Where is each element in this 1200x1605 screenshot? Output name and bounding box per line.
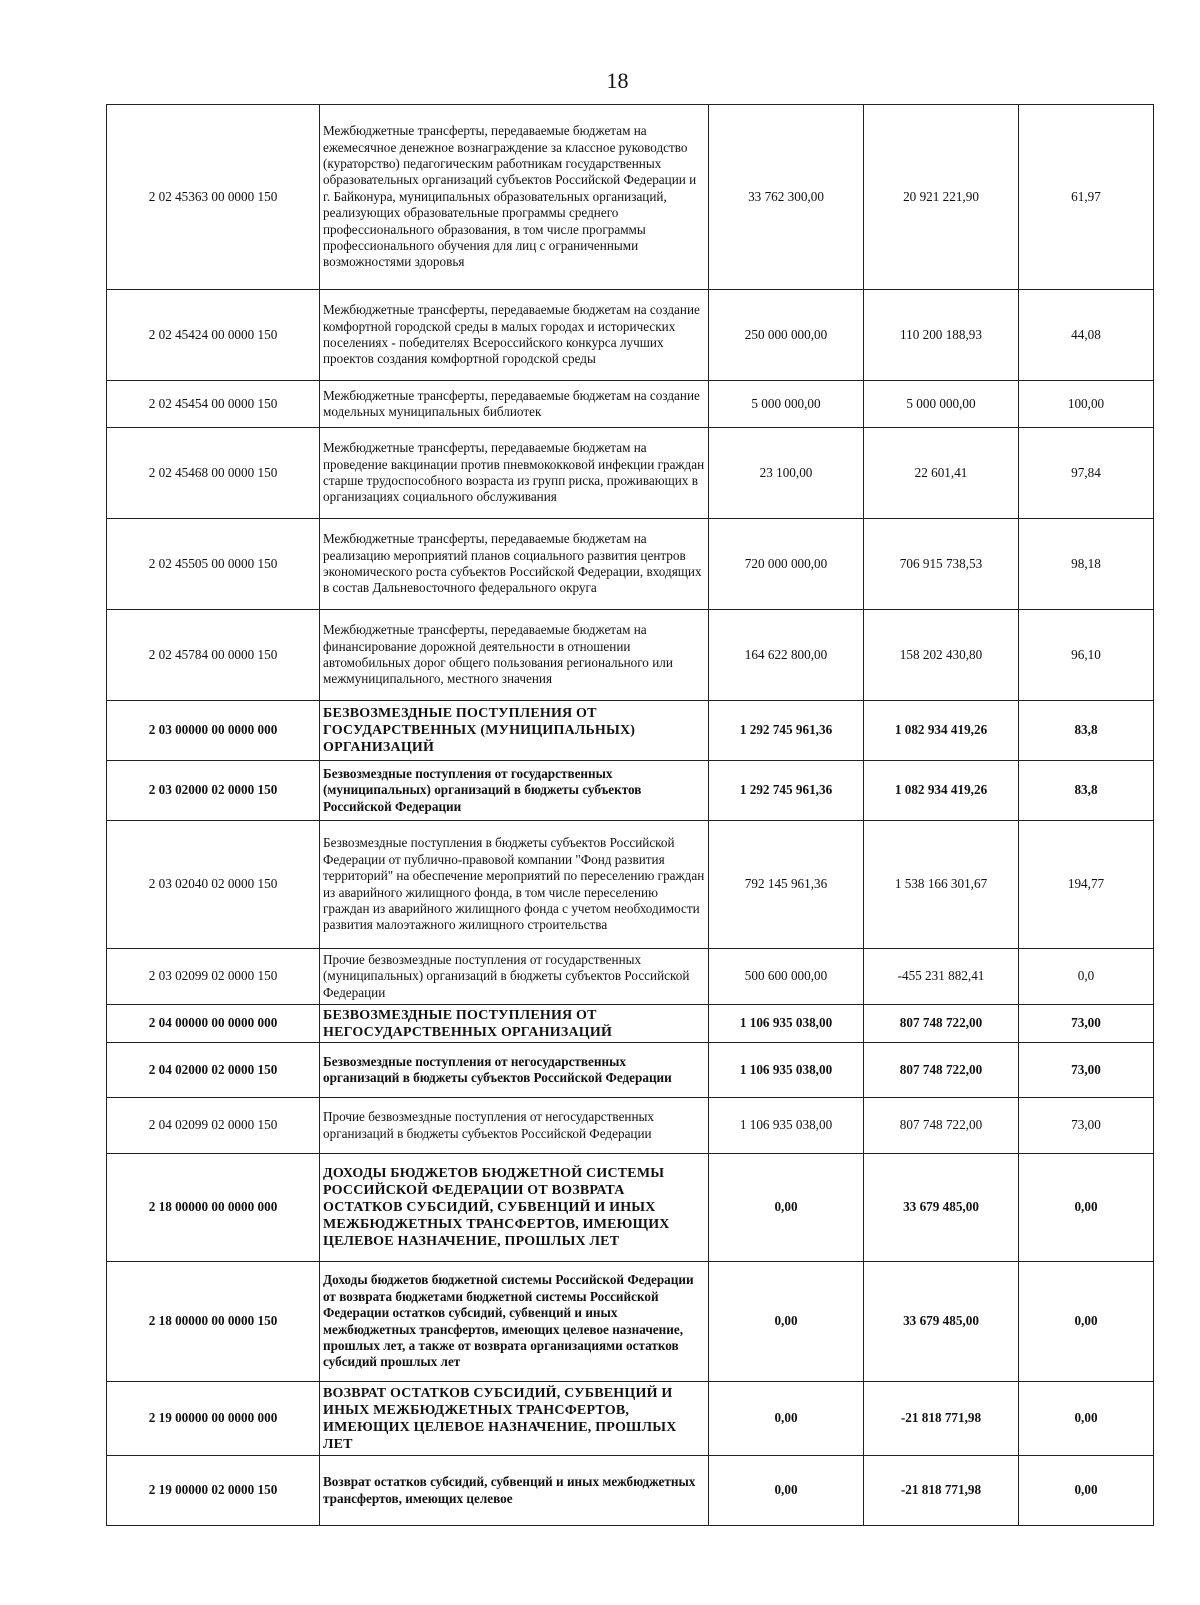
actual-amount: 110 200 188,93 — [864, 290, 1019, 381]
actual-amount: 807 748 722,00 — [864, 1005, 1019, 1043]
planned-amount: 5 000 000,00 — [709, 381, 864, 428]
budget-code: 2 02 45784 00 0000 150 — [107, 610, 320, 701]
table-row — [107, 1382, 1154, 1456]
actual-amount: 807 748 722,00 — [864, 1043, 1019, 1098]
budget-code: 2 19 00000 02 0000 150 — [107, 1456, 320, 1526]
execution-percent: 0,00 — [1019, 1382, 1154, 1456]
execution-percent: 0,00 — [1019, 1456, 1154, 1526]
planned-amount: 500 600 000,00 — [709, 949, 864, 1005]
execution-percent: 96,10 — [1019, 610, 1154, 701]
actual-amount: 158 202 430,80 — [864, 610, 1019, 701]
revenue-name: Межбюджетные трансферты, передаваемые бюджетам на реализацию мероприятий планов социального развития центров экономического роста субъектов Российской Федерации, входящих в состав Дальневосточного федерального округа — [320, 519, 709, 610]
actual-amount: 706 915 738,53 — [864, 519, 1019, 610]
actual-amount: -21 818 771,98 — [864, 1382, 1019, 1456]
budget-code: 2 18 00000 00 0000 150 — [107, 1262, 320, 1382]
budget-code: 2 03 00000 00 0000 000 — [107, 701, 320, 761]
budget-code: 2 02 45505 00 0000 150 — [107, 519, 320, 610]
planned-amount: 720 000 000,00 — [709, 519, 864, 610]
execution-percent: 73,00 — [1019, 1005, 1154, 1043]
planned-amount: 164 622 800,00 — [709, 610, 864, 701]
execution-percent: 61,97 — [1019, 105, 1154, 290]
table-row — [107, 701, 1154, 761]
table-row — [107, 761, 1154, 821]
budget-code: 2 04 02099 02 0000 150 — [107, 1098, 320, 1154]
revenue-name: Доходы бюджетов бюджетной системы Российской Федерации от возврата бюджетами бюджетной системы Российской Федерации остатков субсидий, субвенций и иных межбюджетных трансфертов, имеющих целевое назначение, прошлых лет, а также от возврата организациями остатков субсидий прошлых лет — [320, 1262, 709, 1382]
budget-code: 2 02 45454 00 0000 150 — [107, 381, 320, 428]
budget-code: 2 18 00000 00 0000 000 — [107, 1154, 320, 1262]
table-row — [107, 428, 1154, 519]
budget-code: 2 03 02000 02 0000 150 — [107, 761, 320, 821]
planned-amount: 0,00 — [709, 1154, 864, 1262]
execution-percent: 73,00 — [1019, 1098, 1154, 1154]
revenue-name: Прочие безвозмездные поступления от негосударственных организаций в бюджеты субъектов Российской Федерации — [320, 1098, 709, 1154]
execution-percent: 44,08 — [1019, 290, 1154, 381]
execution-percent: 73,00 — [1019, 1043, 1154, 1098]
revenue-name: Прочие безвозмездные поступления от государственных (муниципальных) организаций в бюджеты субъектов Российской Федерации — [320, 949, 709, 1005]
revenue-name: Межбюджетные трансферты, передаваемые бюджетам на создание комфортной городской среды в малых городах и исторических поселениях - победителях Всероссийского конкурса лучших проектов создания комфортной городской среды — [320, 290, 709, 381]
actual-amount: 5 000 000,00 — [864, 381, 1019, 428]
planned-amount: 0,00 — [709, 1262, 864, 1382]
actual-amount: 1 082 934 419,26 — [864, 761, 1019, 821]
execution-percent: 97,84 — [1019, 428, 1154, 519]
table-row — [107, 1154, 1154, 1262]
actual-amount: -455 231 882,41 — [864, 949, 1019, 1005]
budget-code: 2 19 00000 00 0000 000 — [107, 1382, 320, 1456]
revenue-name: БЕЗВОЗМЕЗДНЫЕ ПОСТУПЛЕНИЯ ОТ ГОСУДАРСТВЕННЫХ (МУНИЦИПАЛЬНЫХ) ОРГАНИЗАЦИЙ — [320, 701, 709, 761]
planned-amount: 1 106 935 038,00 — [709, 1098, 864, 1154]
execution-percent: 98,18 — [1019, 519, 1154, 610]
revenue-name: Возврат остатков субсидий, субвенций и иных межбюджетных трансфертов, имеющих целевое — [320, 1456, 709, 1526]
budget-code: 2 02 45363 00 0000 150 — [107, 105, 320, 290]
execution-percent: 0,00 — [1019, 1154, 1154, 1262]
planned-amount: 1 106 935 038,00 — [709, 1043, 864, 1098]
revenue-name: Безвозмездные поступления в бюджеты субъектов Российской Федерации от публично-правовой компании "Фонд развития территорий" на обеспечение мероприятий по переселению граждан из аварийного жилищного фонда, в том числе переселению граждан из аварийного жилищного фонда с учетом необходимости развития малоэтажного жилищного строительства — [320, 821, 709, 949]
revenue-name: ВОЗВРАТ ОСТАТКОВ СУБСИДИЙ, СУБВЕНЦИЙ И ИНЫХ МЕЖБЮДЖЕТНЫХ ТРАНСФЕРТОВ, ИМЕЮЩИХ ЦЕЛЕВОЕ НАЗНАЧЕНИЕ, ПРОШЛЫХ ЛЕТ — [320, 1382, 709, 1456]
revenue-name: Безвозмездные поступления от государственных (муниципальных) организаций в бюджеты субъектов Российской Федерации — [320, 761, 709, 821]
planned-amount: 792 145 961,36 — [709, 821, 864, 949]
execution-percent: 100,00 — [1019, 381, 1154, 428]
table-row — [107, 821, 1154, 949]
planned-amount: 1 292 745 961,36 — [709, 701, 864, 761]
revenue-name: Безвозмездные поступления от негосударственных организаций в бюджеты субъектов Российской Федерации — [320, 1043, 709, 1098]
planned-amount: 1 106 935 038,00 — [709, 1005, 864, 1043]
actual-amount: 1 538 166 301,67 — [864, 821, 1019, 949]
revenue-name: Межбюджетные трансферты, передаваемые бюджетам на создание модельных муниципальных библиотек — [320, 381, 709, 428]
table-row — [107, 1456, 1154, 1526]
execution-percent: 194,77 — [1019, 821, 1154, 949]
budget-code: 2 02 45424 00 0000 150 — [107, 290, 320, 381]
budget-code: 2 04 00000 00 0000 000 — [107, 1005, 320, 1043]
table-row — [107, 1005, 1154, 1043]
table-row — [107, 1043, 1154, 1098]
table-row — [107, 105, 1154, 290]
table-row — [107, 519, 1154, 610]
planned-amount: 33 762 300,00 — [709, 105, 864, 290]
actual-amount: 1 082 934 419,26 — [864, 701, 1019, 761]
execution-percent: 83,8 — [1019, 761, 1154, 821]
actual-amount: 20 921 221,90 — [864, 105, 1019, 290]
actual-amount: -21 818 771,98 — [864, 1456, 1019, 1526]
planned-amount: 1 292 745 961,36 — [709, 761, 864, 821]
revenue-name: Межбюджетные трансферты, передаваемые бюджетам на ежемесячное денежное вознаграждение за классное руководство (кураторство) педагогическим работникам государственных образовательных организаций субъектов Российской Федерации и г. Байконура, муниципальных образовательных организаций, реализующих образовательные программы среднего профессионального образования, в том числе программы профессионального обучения для лиц с ограниченными возможностями здоровья — [320, 105, 709, 290]
execution-percent: 83,8 — [1019, 701, 1154, 761]
planned-amount: 250 000 000,00 — [709, 290, 864, 381]
planned-amount: 0,00 — [709, 1456, 864, 1526]
revenue-name: БЕЗВОЗМЕЗДНЫЕ ПОСТУПЛЕНИЯ ОТ НЕГОСУДАРСТВЕННЫХ ОРГАНИЗАЦИЙ — [320, 1005, 709, 1043]
table-row — [107, 949, 1154, 1005]
actual-amount: 22 601,41 — [864, 428, 1019, 519]
execution-percent: 0,0 — [1019, 949, 1154, 1005]
budget-code: 2 03 02099 02 0000 150 — [107, 949, 320, 1005]
table-row — [107, 290, 1154, 381]
actual-amount: 33 679 485,00 — [864, 1154, 1019, 1262]
planned-amount: 23 100,00 — [709, 428, 864, 519]
actual-amount: 807 748 722,00 — [864, 1098, 1019, 1154]
revenue-name: Межбюджетные трансферты, передаваемые бюджетам на финансирование дорожной деятельности в отношении автомобильных дорог общего пользования регионального или межмуниципального, местного значения — [320, 610, 709, 701]
budget-code: 2 04 02000 02 0000 150 — [107, 1043, 320, 1098]
actual-amount: 33 679 485,00 — [864, 1262, 1019, 1382]
table-row — [107, 1262, 1154, 1382]
revenue-name: ДОХОДЫ БЮДЖЕТОВ БЮДЖЕТНОЙ СИСТЕМЫ РОССИЙСКОЙ ФЕДЕРАЦИИ ОТ ВОЗВРАТА ОСТАТКОВ СУБСИДИЙ, СУБВЕНЦИЙ И ИНЫХ МЕЖБЮДЖЕТНЫХ ТРАНСФЕРТОВ, ИМЕЮЩИХ ЦЕЛЕВОЕ НАЗНАЧЕНИЕ, ПРОШЛЫХ ЛЕТ — [320, 1154, 709, 1262]
table-row — [107, 610, 1154, 701]
budget-code: 2 03 02040 02 0000 150 — [107, 821, 320, 949]
page-number: 18 — [606, 68, 629, 93]
execution-percent: 0,00 — [1019, 1262, 1154, 1382]
planned-amount: 0,00 — [709, 1382, 864, 1456]
table-row — [107, 381, 1154, 428]
budget-code: 2 02 45468 00 0000 150 — [107, 428, 320, 519]
table-row — [107, 1098, 1154, 1154]
budget-revenue-table — [106, 104, 1154, 1526]
revenue-name: Межбюджетные трансферты, передаваемые бюджетам на проведение вакцинации против пневмококковой инфекции граждан старше трудоспособного возраста из групп риска, проживающих в организациях социального обслуживания — [320, 428, 709, 519]
